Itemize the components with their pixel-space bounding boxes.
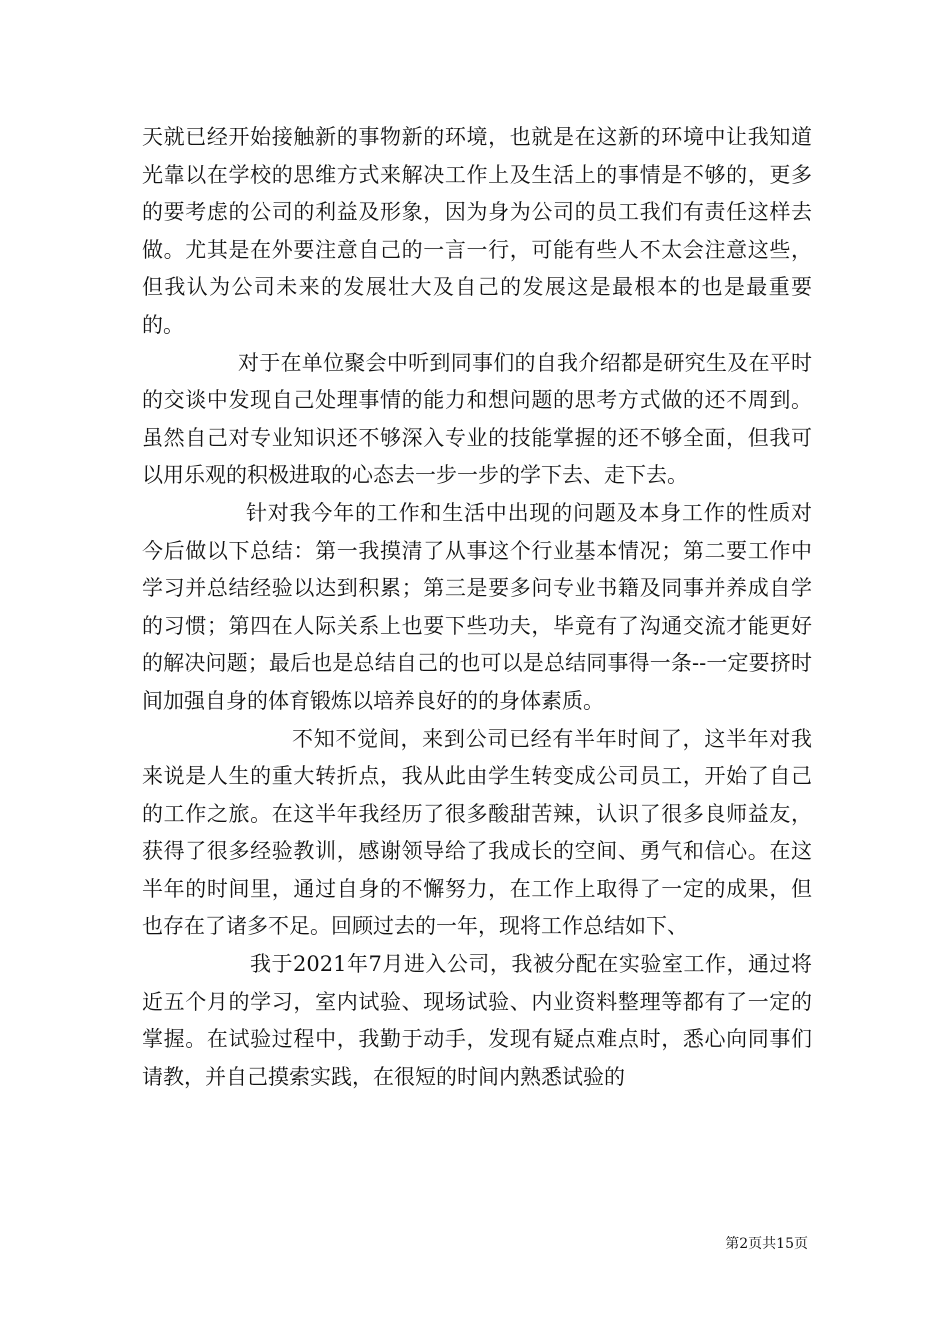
page-number-footer: 第2页共15页: [725, 1236, 808, 1252]
paragraph: 天就已经开始接触新的事物新的环境，也就是在这新的环境中让我知道光靠以在学校的思维方式来解决工作上及生活上的事情是不够的，更多的要考虑的公司的利益及形象，因为身为公司的员工我们有责任这样去做。尤其是在外要注意自己的一言一行，可能有些人不太会注意这些，但我认为公司未来的发展壮大及自己的发展这是最根本的也是最重要的。: [142, 125, 812, 337]
paragraph: 不知不觉间，来到公司已经有半年时间了，这半年对我来说是人生的重大转折点，我从此由学生转变成公司员工，开始了自己的工作之旅。在这半年我经历了很多酸甜苦辣，认识了很多良师益友，获得了很多经验教训，感谢领导给了我成长的空间、勇气和信心。在这半年的时间里，通过自身的不懈努力，在工作上取得了一定的成果，但也存在了诸多不足。回顾过去的一年，现将工作总结如下、: [142, 726, 812, 939]
paragraph: 我于2021年7月进入公司，我被分配在实验室工作，通过将近五个月的学习，室内试验、现场试验、内业资料整理等都有了一定的掌握。在试验过程中，我勤于动手，发现有疑点难点时，悉心向同事们请教，并自己摸索实践，在很短的时间内熟悉试验的: [142, 952, 812, 1089]
document-body: [142, 119, 812, 1096]
paragraph: 针对我今年的工作和生活中出现的问题及本身工作的性质对今后做以下总结：第一我摸清了从事这个行业基本情况；第二要工作中学习并总结经验以达到积累；第三是要多问专业书籍及同事并养成自学的习惯；第四在人际关系上也要下些功夫，毕竟有了沟通交流才能更好的解决问题；最后也是总结自己的也可以是总结同事得一条--一定要挤时间加强自身的体育锻炼以培养良好的的身体素质。: [142, 500, 812, 713]
paragraph: 对于在单位聚会中听到同事们的自我介绍都是研究生及在平时的交谈中发现自己处理事情的能力和想问题的思考方式做的还不周到。虽然自己对专业知识还不够深入专业的技能掌握的还不够全面，但我可以用乐观的积极进取的心态去一步一步的学下去、走下去。: [142, 350, 812, 488]
